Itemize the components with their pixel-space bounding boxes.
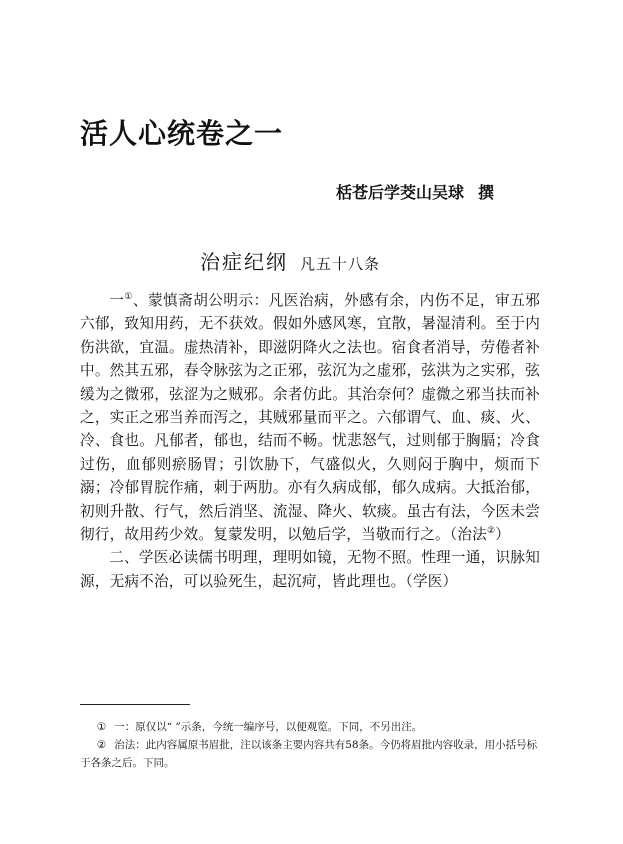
section-heading [200,246,380,275]
body-text [80,289,540,593]
footnote-1-mark: ① [96,721,107,733]
footnote-ref-2[interactable]: ② [486,526,496,537]
paragraph-1-tag-close: ） [495,526,511,544]
section-title: 治症纪纲 [200,250,288,274]
footnote-1 [80,718,540,736]
footnotes [80,718,540,772]
paragraph-2: 二、学医必读儒书明理，理明如镜，无物不照。性理一通，识脉知源，无病不治，可以验死生，起沉疴，皆此理也。（学医） [80,549,540,590]
paragraph-1 [80,289,540,546]
author-line [336,180,494,203]
footnote-2-mark: ② [96,739,107,751]
footnote-divider [80,704,190,705]
paragraph-1-text: 、蒙慎斋胡公明示：凡医治病，外感有余，内伤不足，审五邪六郁，致知用药，无不获效。假如外感风寒，宜散，暑湿清利。至于内伤洪欲，宜温。虚热清补，即滋阴降火之法也。宿食者消导，劳倦者补中。然其五邪，春令脉弦为之正邪，弦沉为之虚邪，弦洪为之实邪，弦缓为之微邪，弦涩为之贼邪。余者仿此。其治奈何？虚微之邪当扶而补之，实正之邪当养而泻之，其贼邪量而平之。六郁谓气、血、痰、火、冷、食也。凡郁者，郁也，结而不畅。忧悲怒气，过则郁于胸膈；冷食过伤，血郁则瘀肠胃；引饮胁下，气盛似火，久则闷于胸中，烦而下溺；冷郁胃脘作痛，刺于两肋。亦有久病成郁，郁久成病。大抵治郁，初则升散、行气，然后消坚、流湿、降火、软痰。虽古有法，今医未尝彻行，故用药少效。复蒙发明，以勉后学，当敬而行之。 [80,292,540,544]
footnote-1-text: 一：原仅以“ ”示条，今统一编序号，以便观览。下同，不另出注。 [114,721,423,733]
footnote-2 [80,736,540,772]
paragraph-1-tag-open: （治法 [449,526,487,544]
paragraph-1-lead: 一 [109,292,125,309]
section-subtitle: 凡五十八条 [300,255,381,273]
volume-title: 活人心统卷之一 [80,117,284,150]
author-name: 栝苍后学茭山吴球 [336,183,465,202]
author-role: 撰 [478,183,495,202]
footnote-ref-1[interactable]: ① [124,292,133,303]
footnote-2-text: 治法：此内容属原书眉批，注以该条主要内容共有58条。今仍将眉批内容收录，用小括号标于各条之后。下同。 [80,739,538,769]
